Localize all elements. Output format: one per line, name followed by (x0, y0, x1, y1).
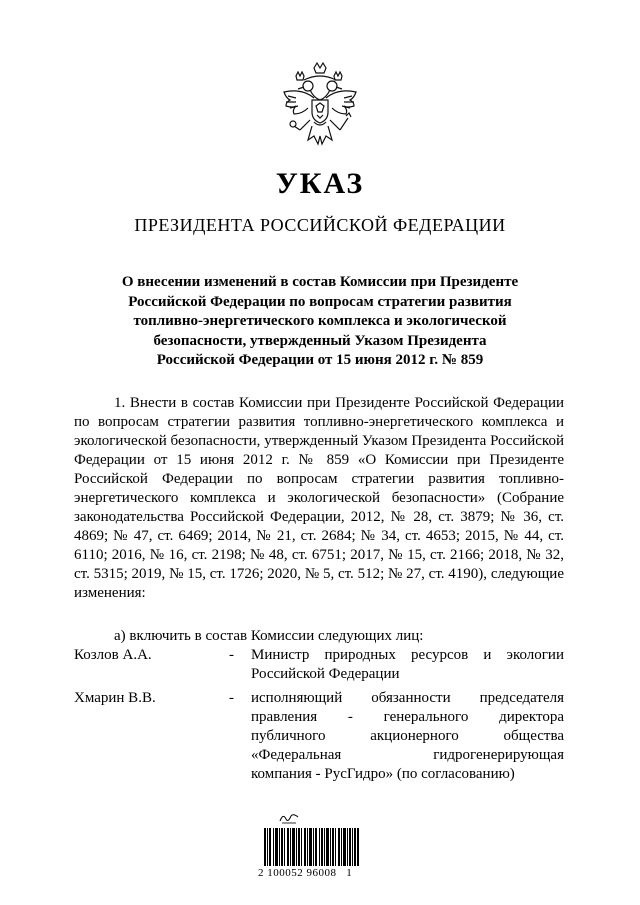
person-name: Козлов А.А. (74, 647, 152, 663)
person-role (251, 689, 564, 784)
role-line: исполняющий обязанности председателя (251, 690, 564, 706)
title-line: О внесении изменений в состав Комиссии при Президенте (121, 274, 519, 290)
person-role (251, 646, 564, 684)
paragraph-1: 1. Внести в состав Комиссии при Президенте Российской Федерации по вопросам стратегии развития топливно-энергетического комплекса и экологической безопасности, утвержденный Указом Президента Российской Федерации от 15 июня 2012 г. № 859 «О Комиссии при Президенте Российской Федерации по вопросам стратегии развития топливно-энергетического комплекса и экологической безопасности» (Собрание законодательства Российской Федерации, 2012, № 28, ст. 3879; № 36, ст. 4869; № 47, ст. 6469; 2014, № 21, ст. 2684; № 34, ст. 4653; 2015, № 44, ст. 6110; 2016, № 16, ст. 2198; № 48, ст. 6751; 2017, № 15, ст. 2166; 2018, № 32, ст. 5315; 2019, № 15, ст. 1726; 2020, № 5, ст. 512; № 27, ст. 4190), следующие изменения: (74, 395, 564, 601)
title-line: топливно-энергетического комплекса и экологической (133, 313, 507, 329)
title-line: безопасности, утвержденный Указом Президента (153, 332, 487, 349)
role-line: компания - РусГидро» (по согласованию) (251, 766, 515, 782)
role-line: «Федеральная гидрогенерирующая (251, 747, 564, 763)
person-name: Хмарин В.В. (74, 690, 156, 706)
russian-coat-of-arms-icon (274, 60, 366, 152)
title-line: Российской Федерации от 15 июня 2012 г. № 859 (156, 352, 484, 368)
document-issuer: ПРЕЗИДЕНТА РОССИЙСКОЙ ФЕДЕРАЦИИ (134, 215, 506, 235)
person-dash: - (229, 647, 234, 663)
barcode-icon (264, 828, 360, 866)
document-title (90, 273, 550, 371)
sub-item-a: а) включить в состав Комиссии следующих лиц: (114, 628, 424, 644)
barcode-number: 2 100052 96008 1 (258, 867, 353, 879)
document-type: УКАЗ (275, 167, 365, 200)
role-line: Министр природных ресурсов и экологии (251, 647, 564, 663)
handwritten-mark-icon (278, 812, 300, 824)
barcode (258, 812, 368, 878)
person-dash: - (229, 690, 234, 706)
title-line: Российской Федерации по вопросам стратегии развития (128, 293, 512, 310)
role-line: правления - генерального директора (251, 709, 564, 725)
role-line: Российской Федерации (251, 666, 400, 682)
role-line: публичного акционерного общества (251, 728, 564, 744)
